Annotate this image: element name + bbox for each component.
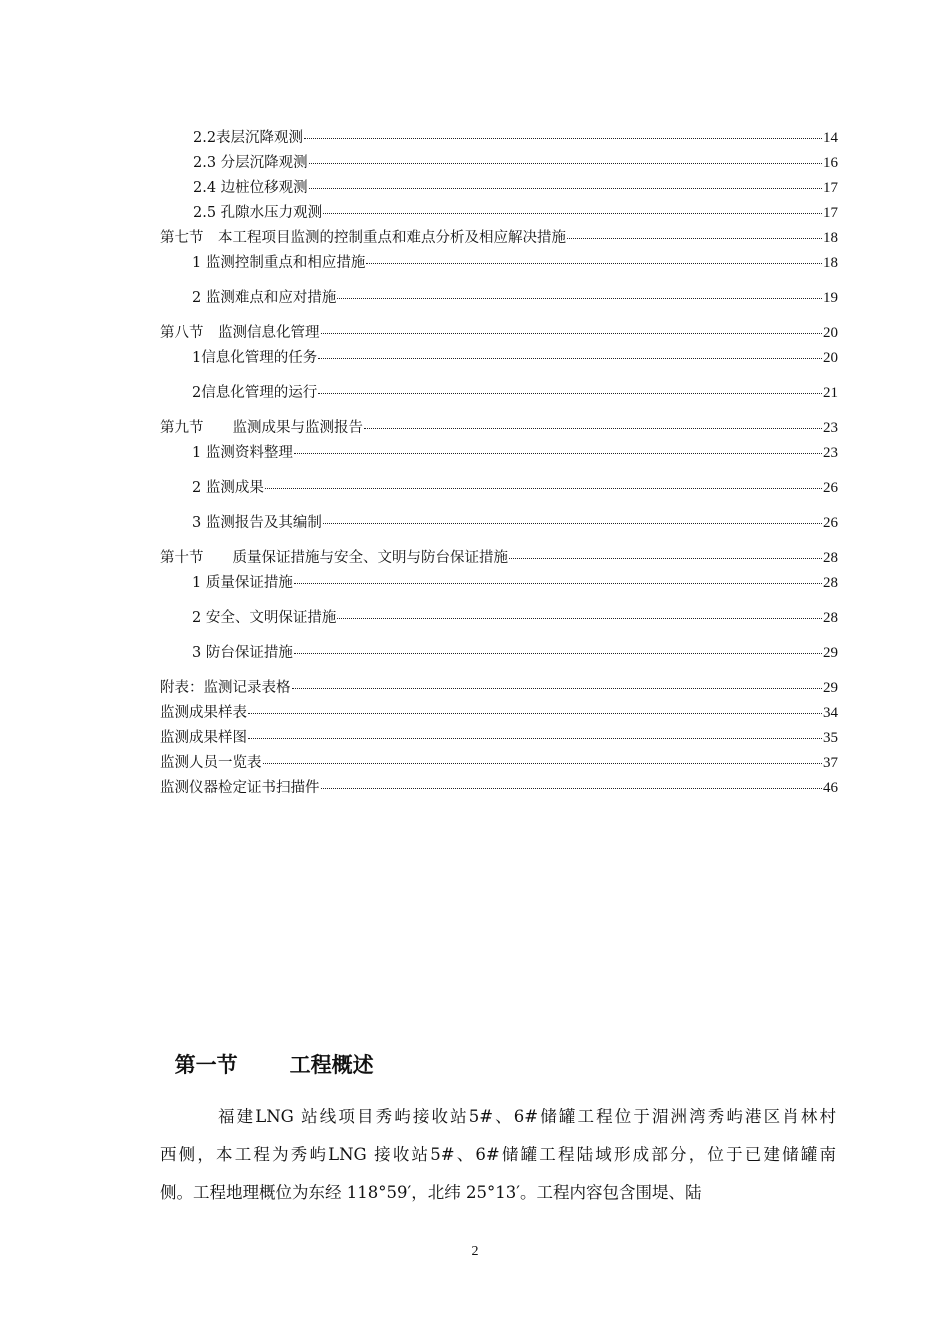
toc-entry-page: 16 xyxy=(823,155,838,171)
toc-entry-title: 2 监测成果 xyxy=(192,480,264,496)
toc-entry-title: 1 监测资料整理 xyxy=(192,445,293,461)
toc-entry-page: 35 xyxy=(823,730,838,746)
toc-entry[interactable] xyxy=(193,179,838,197)
toc-entry-page: 17 xyxy=(823,180,838,196)
toc-dot-leader xyxy=(366,263,822,264)
toc-entry[interactable] xyxy=(160,324,838,342)
toc-entry-page: 20 xyxy=(823,350,838,366)
toc-entry-page: 37 xyxy=(823,755,838,771)
toc-dot-leader xyxy=(304,138,822,139)
toc-dot-leader xyxy=(309,188,822,189)
page-number: 2 xyxy=(471,1244,479,1259)
toc-entry-title: 3 监测报告及其编制 xyxy=(192,515,322,531)
toc-entry-page: 23 xyxy=(823,420,838,436)
toc-entry-page: 46 xyxy=(823,780,838,796)
toc-entry-title: 1 质量保证措施 xyxy=(192,575,293,591)
toc-entry-page: 23 xyxy=(823,445,838,461)
toc-entry-page: 26 xyxy=(823,480,838,496)
toc-dot-leader xyxy=(248,738,822,739)
toc-entry-title: 第八节 监测信息化管理 xyxy=(160,325,320,341)
toc-entry[interactable] xyxy=(160,679,838,697)
body-paragraph xyxy=(160,1098,836,1212)
toc-entry[interactable] xyxy=(192,384,838,402)
toc-entry[interactable] xyxy=(160,704,838,722)
toc-entry-title: 2信息化管理的运行 xyxy=(192,385,318,401)
toc-dot-leader xyxy=(364,428,822,429)
toc-entry-title: 第九节 监测成果与监测报告 xyxy=(160,420,363,436)
toc-entry-page: 28 xyxy=(823,550,838,566)
toc-dot-leader xyxy=(309,163,822,164)
body-line: 福建LNG 站线项目秀屿接收站5#、6#储罐工程位于湄洲湾秀屿港区肖林村 xyxy=(218,1107,836,1126)
toc-dot-leader xyxy=(337,298,822,299)
toc-entry[interactable] xyxy=(160,229,838,247)
toc-dot-leader xyxy=(318,393,822,394)
toc-entry[interactable] xyxy=(193,129,838,147)
toc-entry[interactable] xyxy=(192,444,838,462)
toc-dot-leader xyxy=(567,238,822,239)
toc-entry-title: 2.2表层沉降观测 xyxy=(193,130,304,146)
toc-entry[interactable] xyxy=(192,289,838,307)
toc-entry-page: 17 xyxy=(823,205,838,221)
toc-dot-leader xyxy=(265,488,822,489)
toc-entry[interactable] xyxy=(192,349,838,367)
toc-entry-title: 监测成果样图 xyxy=(160,730,247,746)
toc-entry-page: 26 xyxy=(823,515,838,531)
toc-entry-page: 29 xyxy=(823,645,838,661)
toc-entry[interactable] xyxy=(160,549,838,567)
toc-entry[interactable] xyxy=(160,419,838,437)
toc-entry-page: 29 xyxy=(823,680,838,696)
toc-entry[interactable] xyxy=(192,254,838,272)
toc-entry-title: 第十节 质量保证措施与安全、文明与防台保证措施 xyxy=(160,550,508,566)
toc-entry[interactable] xyxy=(193,154,838,172)
toc-entry-page: 20 xyxy=(823,325,838,341)
toc-entry[interactable] xyxy=(160,779,838,797)
toc-entry[interactable] xyxy=(193,204,838,222)
section-number: 第一节 xyxy=(174,1053,238,1077)
toc-entry[interactable] xyxy=(192,479,838,497)
section-title: 工程概述 xyxy=(289,1053,374,1077)
toc-entry-page: 28 xyxy=(823,610,838,626)
toc-dot-leader xyxy=(294,583,822,584)
toc-entry[interactable] xyxy=(192,609,838,627)
toc-entry[interactable] xyxy=(192,574,838,592)
toc-entry-title: 1信息化管理的任务 xyxy=(192,350,318,366)
toc-entry[interactable] xyxy=(192,514,838,532)
toc-dot-leader xyxy=(321,788,823,789)
toc-entry-page: 14 xyxy=(823,130,838,146)
toc-entry-page: 34 xyxy=(823,705,838,721)
toc-dot-leader xyxy=(509,558,822,559)
toc-entry-page: 21 xyxy=(823,385,838,401)
toc-entry-title: 第七节 本工程项目监测的控制重点和难点分析及相应解决措施 xyxy=(160,230,566,246)
toc-entry-title: 2.4 边桩位移观测 xyxy=(193,180,308,196)
toc-entry[interactable] xyxy=(160,754,838,772)
toc-dot-leader xyxy=(321,333,823,334)
body-line: 侧。工程地理概位为东经 118°59′，北纬 25°13′。工程内容包含围堤、陆 xyxy=(160,1183,702,1202)
toc-dot-leader xyxy=(294,653,822,654)
toc-entry-title: 附表：监测记录表格 xyxy=(160,680,291,696)
toc-entry-title: 监测人员一览表 xyxy=(160,755,262,771)
toc-dot-leader xyxy=(318,358,822,359)
toc-entry[interactable] xyxy=(192,644,838,662)
body-line: 西侧，本工程为秀屿LNG 接收站5#、6#储罐工程陆域形成部分，位于已建储罐南 xyxy=(160,1145,836,1164)
toc-entry-page: 19 xyxy=(823,290,838,306)
toc-entry-title: 2 监测难点和应对措施 xyxy=(192,290,337,306)
toc-entry-title: 监测成果样表 xyxy=(160,705,247,721)
toc-dot-leader xyxy=(323,523,822,524)
toc-entry-title: 监测仪器检定证书扫描件 xyxy=(160,780,320,796)
toc-dot-leader xyxy=(323,213,822,214)
toc-entry-page: 18 xyxy=(823,255,838,271)
toc-dot-leader xyxy=(292,688,823,689)
toc-dot-leader xyxy=(248,713,822,714)
section-heading xyxy=(160,1025,374,1079)
toc-entry-title: 2.3 分层沉降观测 xyxy=(193,155,308,171)
toc-entry-page: 18 xyxy=(823,230,838,246)
toc-entry-page: 28 xyxy=(823,575,838,591)
toc-dot-leader xyxy=(337,618,822,619)
toc-dot-leader xyxy=(294,453,822,454)
toc-entry-title: 3 防台保证措施 xyxy=(192,645,293,661)
toc-entry-title: 1 监测控制重点和相应措施 xyxy=(192,255,366,271)
toc-entry[interactable] xyxy=(160,729,838,747)
toc-dot-leader xyxy=(263,763,823,764)
toc-entry-title: 2.5 孔隙水压力观测 xyxy=(193,205,323,221)
toc-entry-title: 2 安全、文明保证措施 xyxy=(192,610,337,626)
